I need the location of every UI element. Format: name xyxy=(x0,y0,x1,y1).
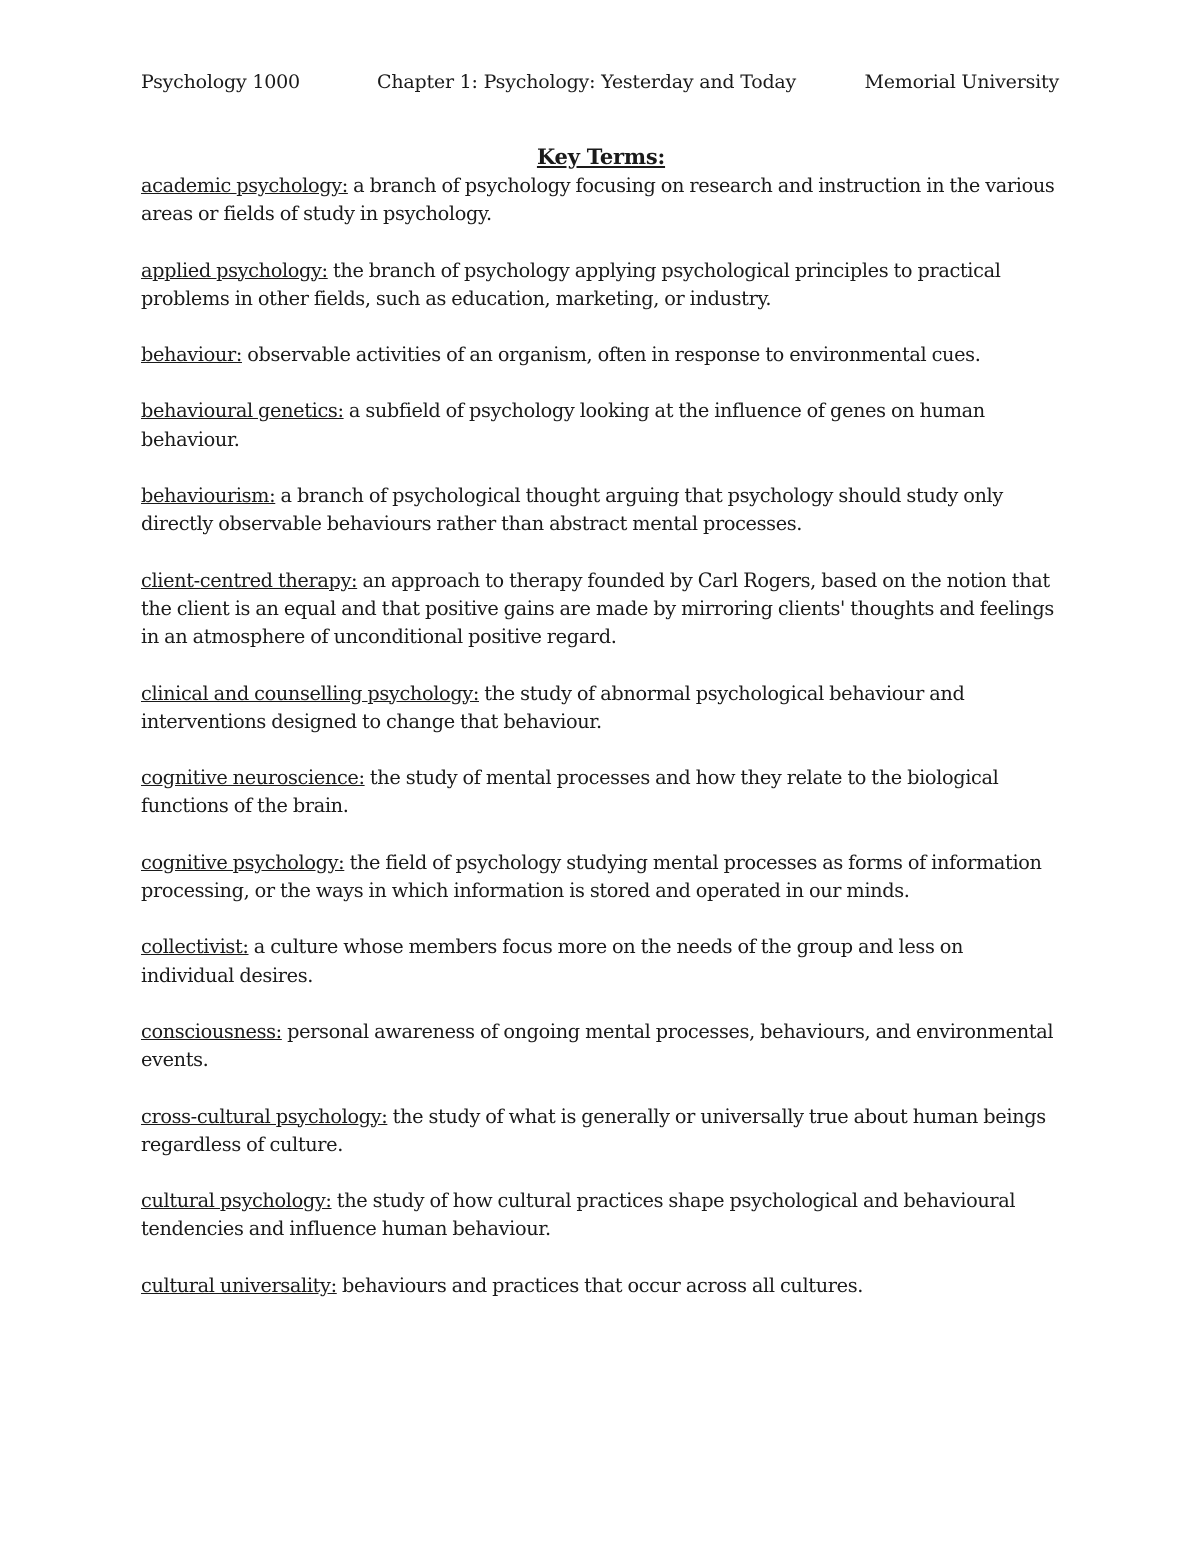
term-label: client-centred therapy: xyxy=(141,568,358,592)
term-label: clinical and counselling psychology: xyxy=(141,681,479,705)
chapter-title: Chapter 1: Psychology: Yesterday and Today xyxy=(377,71,797,93)
key-term-entry xyxy=(141,1018,1061,1075)
institution-name: Memorial University xyxy=(864,71,1059,93)
key-term-entry xyxy=(141,257,1061,314)
term-definition: the study of what is generally or universally true about human beings regardless of culture. xyxy=(141,1104,1046,1156)
key-term-entry xyxy=(141,1272,1061,1300)
term-definition: observable activities of an organism, often in response to environmental cues. xyxy=(241,343,981,367)
key-term-entry xyxy=(141,933,1061,990)
term-definition: a culture whose members focus more on the needs of the group and less on individual desires. xyxy=(141,935,964,987)
term-definition: the study of how cultural practices shape psychological and behavioural tendencies and influence human behaviour. xyxy=(141,1189,1016,1241)
term-definition: the branch of psychology applying psychological principles to practical problems in other fields, such as education, marketing, or industry. xyxy=(141,258,1001,310)
key-term-entry xyxy=(141,1103,1061,1160)
term-label: cognitive psychology: xyxy=(141,850,345,874)
term-label: academic psychology: xyxy=(141,174,348,197)
term-label: cultural psychology: xyxy=(141,1189,332,1213)
key-term-entry xyxy=(141,567,1061,652)
term-label: behavioural genetics: xyxy=(141,399,344,423)
key-term-entry xyxy=(141,482,1061,539)
term-definition: the field of psychology studying mental processes as forms of information processing, or the ways in which information is stored and operated in our minds. xyxy=(141,850,1042,903)
key-terms-heading: Key Terms: xyxy=(536,144,666,169)
term-label: consciousness: xyxy=(141,1019,282,1043)
term-label: cognitive neuroscience: xyxy=(141,766,365,790)
key-term-entry xyxy=(141,680,1061,737)
term-definition: the study of abnormal psychological behaviour and interventions designed to change that behaviour. xyxy=(141,681,965,733)
term-label: collectivist: xyxy=(141,935,249,959)
course-name: Psychology 1000 xyxy=(141,71,300,93)
page-header xyxy=(141,71,1061,99)
key-terms-list xyxy=(141,172,1061,1328)
term-label: applied psychology: xyxy=(141,258,328,282)
term-definition: a subfield of psychology looking at the influence of genes on human behaviour. xyxy=(141,399,985,451)
term-definition: personal awareness of ongoing mental processes, behaviours, and environmental events. xyxy=(141,1019,1054,1072)
key-term-entry xyxy=(141,849,1061,906)
key-term-entry xyxy=(141,1187,1061,1244)
term-definition: a branch of psychological thought arguing that psychology should study only directly observable behaviours rather than abstract mental processes. xyxy=(141,484,1003,536)
term-label: cross-cultural psychology: xyxy=(141,1104,388,1128)
term-definition: behaviours and practices that occur across all cultures. xyxy=(336,1273,864,1297)
key-term-entry xyxy=(141,397,1061,454)
key-term-entry xyxy=(141,341,1061,369)
term-definition: the study of mental processes and how they relate to the biological functions of the brain. xyxy=(141,766,999,818)
term-label: behaviourism: xyxy=(141,484,276,508)
term-definition: an approach to therapy founded by Carl Rogers, based on the notion that the client is an equal and that positive gains are made by mirroring clients' thoughts and feelings in an atmosphere of unconditional positive regard. xyxy=(141,568,1054,649)
key-term-entry xyxy=(141,764,1061,821)
term-label: cultural universality: xyxy=(141,1273,337,1297)
term-definition: a branch of psychology focusing on research and instruction in the various areas or fields of study in psychology. xyxy=(141,174,1055,226)
key-term-entry xyxy=(141,172,1061,229)
term-label: behaviour: xyxy=(141,343,242,367)
